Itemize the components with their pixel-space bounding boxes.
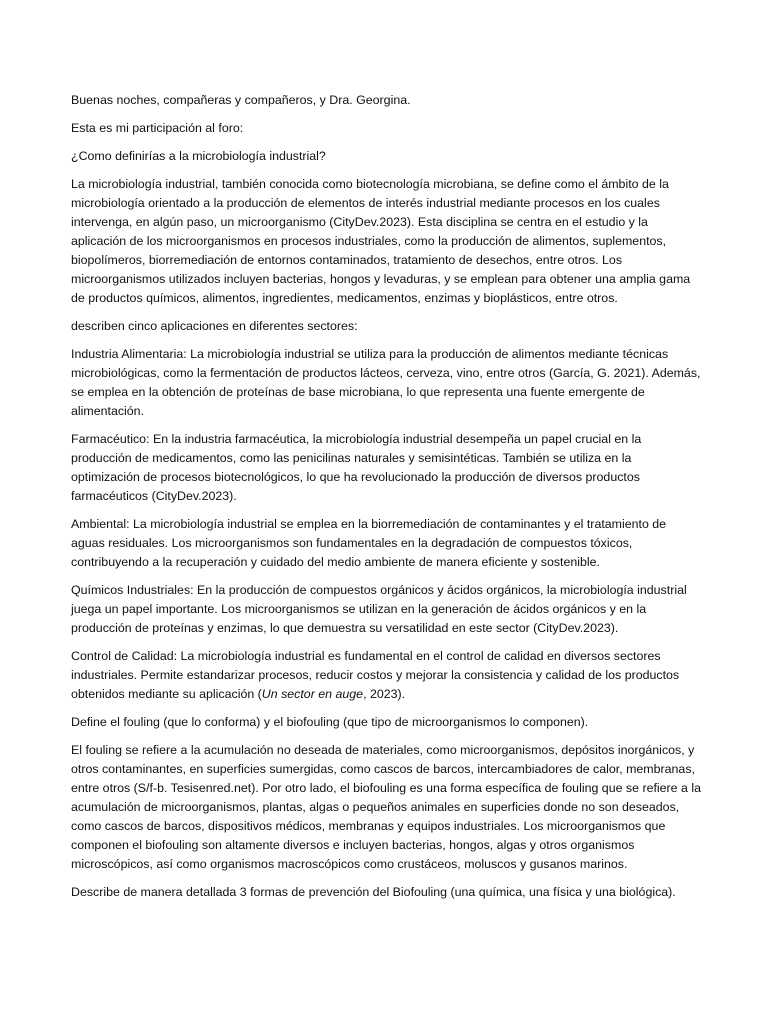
greeting-paragraph: Buenas noches, compañeras y compañeros, y Dra. Georgina.	[71, 93, 411, 107]
question-definition: ¿Como definirías a la microbiología industrial?	[71, 149, 326, 163]
quality-control-citation-year: , 2023).	[363, 687, 406, 701]
quality-control-paragraph	[71, 647, 703, 704]
quality-control-citation-title: Un sector en auge	[261, 687, 364, 701]
document-body	[71, 91, 703, 911]
pharmaceutical-paragraph: Farmacéutico: En la industria farmacéutica, la microbiología industrial desempeña un papel crucial en la producción de medicamentos, como las penicilinas naturales y semisintéticas. También se utiliza en la optimización de procesos biotecnológicos, lo que ha revolucionado la producción de diversos productos farmacéuticos (CityDev.2023).	[71, 432, 642, 503]
question-prevention: Describe de manera detallada 3 formas de prevención del Biofouling (una química, una física y una biológica).	[71, 885, 676, 899]
environmental-paragraph: Ambiental: La microbiología industrial se emplea en la biorremediación de contaminantes y el tratamiento de aguas residuales. Los microorganismos son fundamentales en la degradación de compuestos tóxicos, contribuyendo a la recuperación y cuidado del medio ambiente de manera eficiente y sostenible.	[71, 517, 667, 569]
industrial-chemicals-paragraph: Químicos Industriales: En la producción de compuestos orgánicos y ácidos orgánicos, la microbiología industrial juega un papel importante. Los microorganismos se utilizan en la generación de ácidos orgánicos y en la producción de proteínas y enzimas, lo que demuestra su versatilidad en este sector (CityDev.2023).	[71, 583, 687, 635]
food-industry-paragraph: Industria Alimentaria: La microbiología industrial se utiliza para la producción de alimentos mediante técnicas microbiológicas, como la fermentación de productos lácteos, cerveza, vino, entre otros (García, G. 2021). Además, se emplea en la obtención de proteínas de base microbiana, lo que representa una fuente emergente de alimentación.	[71, 347, 701, 418]
intro-paragraph: Esta es mi participación al foro:	[71, 121, 244, 135]
question-applications: describen cinco aplicaciones en diferentes sectores:	[71, 319, 358, 333]
definition-paragraph: La microbiología industrial, también conocida como biotecnología microbiana, se define como el ámbito de la microbiología orientado a la producción de elementos de interés industrial mediante procesos en los cuales intervenga, en algún paso, un microorganismo (CityDev.2023). Esta disciplina se centra en el estudio y la aplicación de los microorganismos en procesos industriales, como la producción de alimentos, suplementos, biopolímeros, biorremediación de entornos contaminados, tratamiento de desechos, entre otros. Los microorganismos utilizados incluyen bacterias, hongos y levaduras, y se emplean para obtener una amplia gama de productos químicos, alimentos, ingredientes, medicamentos, enzimas y bioplásticos, entre otros.	[71, 177, 691, 305]
quality-control-text: Control de Calidad: La microbiología industrial es fundamental en el control de calidad en diversos sectores industriales. Permite estandarizar procesos, reducir costos y mejorar la consistencia y calidad de los productos obtenidos mediante su aplicación (	[71, 649, 680, 701]
question-fouling: Define el fouling (que lo conforma) y el biofouling (que tipo de microorganismos lo componen).	[71, 715, 589, 729]
fouling-paragraph: El fouling se refiere a la acumulación no deseada de materiales, como microorganismos, depósitos inorgánicos, y otros contaminantes, en superficies sumergidas, como cascos de barcos, intercambiadores de calor, membranas, entre otros (S/f-b. Tesisenred.net). Por otro lado, el biofouling es una forma específica de fouling que se refiere a la acumulación de microorganismos, plantas, algas o pequeños animales en superficies donde no son deseados, como cascos de barcos, dispositivos médicos, membranas y equipos industriales. Los microorganismos que componen el biofouling son altamente diversos e incluyen bacterias, hongos, algas y otros organismos microscópicos, así como organismos macroscópicos como crustáceos, moluscos y gusanos marinos.	[71, 743, 701, 871]
